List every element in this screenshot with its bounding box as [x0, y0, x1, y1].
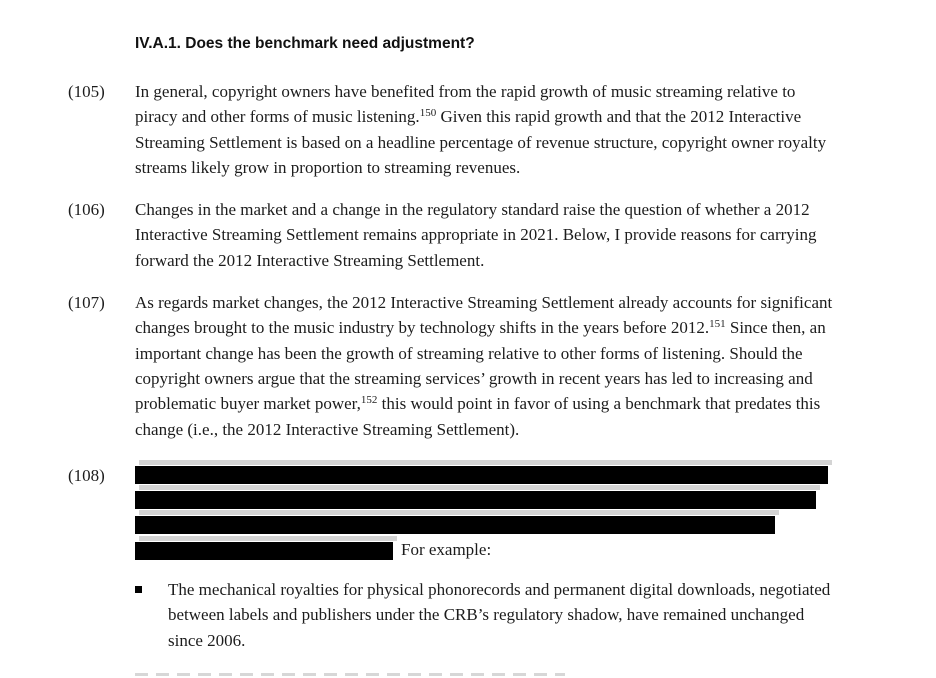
paragraph-number: (106): [68, 200, 105, 220]
text-segment: Changes in the market and a change in the regulatory standard raise the question of whether a 2012 Interactive Streaming Settlement remains appropriate in 2021. Below, I provide reasons for carrying forward the 2012 Interactive Streaming Settlement.: [135, 200, 817, 270]
section-heading: IV.A.1. Does the benchmark need adjustment?: [135, 35, 475, 52]
redaction-line: [135, 535, 936, 560]
redaction-highlight: [139, 485, 820, 490]
redaction-highlight: [139, 510, 779, 515]
redaction-bar: [135, 542, 393, 560]
text-segment: In general, copyright owners have benefited from the rapid growth of music streaming relative to piracy and other forms of music listening.: [135, 82, 796, 127]
text-segment: As regards market changes, the 2012 Interactive Streaming Settlement already accounts for significant changes brought to the music industry by technology shifts in the years before 2012.: [135, 293, 833, 338]
redaction-line: [135, 459, 936, 484]
paragraph-108-redacted: [0, 459, 936, 560]
paragraph-number: (107): [68, 293, 105, 313]
redaction-bar: [135, 466, 828, 484]
paragraph-text: [135, 79, 835, 180]
redaction-line: [135, 509, 936, 534]
bullet-item-text: The mechanical royalties for physical phonorecords and permanent digital downloads, negotiated between labels and publishers under the CRB’s regulatory shadow, have remained unchanged since 2006.: [168, 580, 831, 650]
text-segment: Since then, an important change has been the growth of streaming relative to other forms of listening. Should the copyright owners argue that the streaming services’ growth in recent years has led to increasing and problematic buyer market power,: [135, 318, 826, 414]
redaction-bar: [135, 491, 816, 509]
redaction-trailing-text: For example:: [401, 539, 492, 559]
redaction-bar: [135, 516, 775, 534]
paragraph-106: [0, 197, 936, 273]
paragraph-number: (108): [68, 465, 105, 485]
paragraph-text: [135, 290, 835, 442]
redaction-line: [135, 484, 936, 509]
redaction-highlight: [139, 460, 832, 465]
redaction-highlight: [139, 536, 397, 541]
paragraph-107: [0, 290, 936, 442]
footnote-ref-151: 151: [709, 318, 726, 331]
text-segment: this would point in favor of using a benchmark that predates this change (i.e., the 2012 Interactive Streaming Settlement).: [135, 394, 821, 439]
bullet-item: [0, 577, 936, 653]
paragraph-text: [135, 197, 835, 273]
footnote-ref-150: 150: [419, 107, 437, 120]
footnote-ref-152: 152: [360, 394, 378, 407]
text-segment: Given this rapid growth and that the 2012 Interactive Streaming Settlement is based on a headline percentage of revenue structure, copyright owner royalty streams likely grow in proportion to streaming revenues.: [135, 107, 827, 177]
paragraph-105: [0, 79, 936, 180]
page-bottom-artifact: [135, 673, 565, 676]
paragraph-number: (105): [68, 82, 105, 101]
bullet-square-icon: [135, 586, 142, 593]
